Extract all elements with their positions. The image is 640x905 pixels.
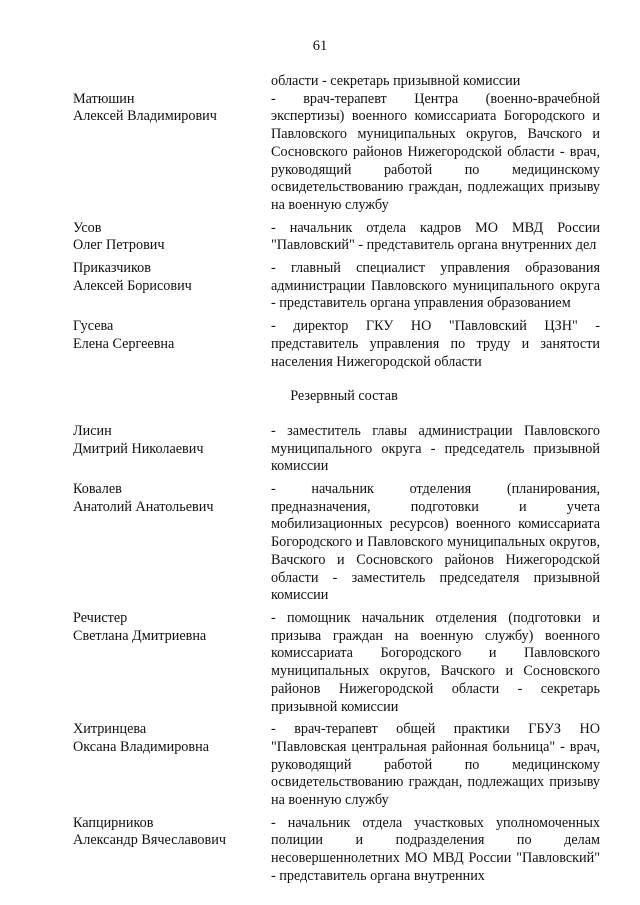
member-role: - заместитель главы администрации Павловского муниципального округа - председатель призывной комиссии bbox=[271, 422, 600, 475]
member-name bbox=[73, 260, 271, 313]
member-surname: Усов bbox=[73, 219, 102, 236]
continuation-row bbox=[73, 73, 600, 91]
member-role: - начальник отделения (планирования, предназначения, подготовки и учета мобилизационных ресурсов) военного комиссариата Богородского и Павловского муниципальных округов, Вачского и Сосновского районов Нижегородской области - заместитель председателя призывной комиссии bbox=[271, 481, 600, 604]
member-surname: Лисин bbox=[73, 422, 112, 439]
member-surname: Хитринцева bbox=[73, 721, 147, 738]
commission-list bbox=[73, 73, 600, 886]
member-name bbox=[73, 610, 271, 716]
member-role: - главный специалист управления образования администрации Павловского муниципального округа - представитель органа управления образованием bbox=[271, 260, 600, 312]
member-row bbox=[73, 481, 600, 605]
member-name bbox=[73, 815, 271, 886]
continuation-text: области - секретарь призывной комиссии bbox=[271, 73, 521, 89]
member-given-names: Светлана Дмитриевна bbox=[73, 627, 207, 644]
member-row bbox=[73, 423, 600, 476]
member-row bbox=[73, 220, 600, 255]
member-surname: Гусева bbox=[73, 318, 114, 335]
member-name bbox=[73, 91, 271, 215]
member-surname: Капцирников bbox=[73, 814, 154, 831]
member-given-names: Анатолий Анатольевич bbox=[73, 498, 214, 515]
member-surname: Речистер bbox=[73, 609, 128, 626]
member-role: - начальник отдела участковых уполномоченных полиции и подразделения по делам несовершеннолетних МО МВД России "Павловский" - представитель органа внутренних bbox=[271, 814, 600, 884]
page-number: 61 bbox=[312, 38, 328, 54]
member-given-names: Олег Петрович bbox=[73, 237, 165, 254]
member-role: - директор ГКУ НО "Павловский ЦЗН" - представитель управления по труду и занятости населения Нижегородской области bbox=[271, 318, 600, 370]
member-name bbox=[73, 481, 271, 605]
member-surname: Ковалев bbox=[73, 481, 122, 498]
member-given-names: Елена Сергеевна bbox=[73, 335, 175, 352]
member-row bbox=[73, 260, 600, 313]
member-role: - врач-терапевт Центра (военно-врачебной экспертизы) военного комиссариата Богородского и Павловского муниципальных округов, Вачского и Сосновского районов Нижегородской области - врач, руководящий работой по медицинскому освидетельствованию граждан, подлежащих призыву на военную службу bbox=[271, 90, 600, 213]
member-given-names: Александр Вячеславович bbox=[73, 832, 226, 849]
member-given-names: Оксана Владимировна bbox=[73, 738, 209, 755]
member-row bbox=[73, 610, 600, 716]
member-name bbox=[73, 318, 271, 371]
member-given-names: Алексей Борисович bbox=[73, 277, 192, 294]
member-row bbox=[73, 318, 600, 371]
member-surname: Матюшин bbox=[73, 90, 135, 107]
member-name bbox=[73, 220, 271, 255]
member-surname: Приказчиков bbox=[73, 260, 151, 277]
reserve-section-title: Резервный состав bbox=[290, 388, 398, 405]
main-members-list bbox=[73, 91, 600, 372]
member-row bbox=[73, 815, 600, 886]
member-role: - начальник отдела кадров МО МВД России "Павловский" - представитель органа внутренних дел bbox=[271, 219, 600, 254]
member-row bbox=[73, 91, 600, 215]
member-role: - помощник начальник отделения (подготовки и призыва граждан на военную службу) военного комиссариата Богородского и Павловского муниципальных округов, Вачского и Сосновского районов Нижегородской области - секретарь призывной комиссии bbox=[271, 609, 600, 715]
member-given-names: Дмитрий Николаевич bbox=[73, 440, 204, 457]
member-name bbox=[73, 721, 271, 810]
member-name bbox=[73, 423, 271, 476]
reserve-members-list bbox=[73, 423, 600, 886]
member-given-names: Алексей Владимирович bbox=[73, 108, 217, 125]
member-role: - врач-терапевт общей практики ГБУЗ НО "Павловская центральная районная больница" - врач, руководящий работой по медицинскому освидетельствованию граждан, подлежащих призыву на военную службу bbox=[271, 721, 600, 809]
member-row bbox=[73, 721, 600, 810]
